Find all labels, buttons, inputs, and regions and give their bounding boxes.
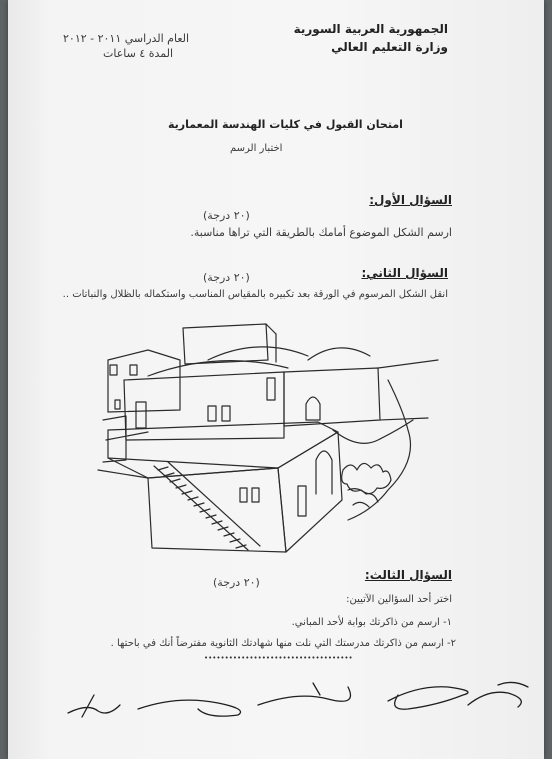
exam-subtitle: اختبار الرسم bbox=[230, 143, 283, 154]
q3-label: السؤال الثالث: bbox=[364, 568, 452, 582]
q2-label: السؤال الثاني: bbox=[361, 266, 448, 280]
q3-option2: ٢- ارسم من ذاكرتك مدرستك التي نلت منها شهادتك الثانوية مفترضاً أنك في باحتها . bbox=[110, 638, 456, 649]
dotted-separator: •••••••••••••••••••••••••••••••••••• bbox=[204, 654, 353, 662]
q2-text: انقل الشكل المرسوم في الورقة بعد تكبيره بالمقياس المناسب واستكماله بالظلال والنباتات .. bbox=[62, 289, 448, 300]
exam-duration: المدة ٤ ساعات bbox=[103, 47, 174, 60]
q3-intro: اختر أحد السؤالين الآتيين: bbox=[346, 594, 452, 605]
q3-option1: ١- ارسم من ذاكرتك بوابة لأحد المباني. bbox=[291, 617, 452, 628]
exam-title: امتحان القبول في كليات الهندسة المعمارية bbox=[168, 118, 403, 131]
q1-grade: (٢٠ درجة) bbox=[203, 209, 250, 222]
q2-grade: (٢٠ درجة) bbox=[203, 271, 250, 284]
ministry-name: وزارة التعليم العالي bbox=[331, 40, 448, 54]
q1-text: ارسم الشكل الموضوع أمامك بالطريقة التي تراها مناسبة. bbox=[190, 226, 452, 239]
exam-paper bbox=[8, 0, 544, 759]
signatures bbox=[58, 665, 548, 725]
academic-year: العام الدراسي ٢٠١١ - ٢٠١٢ bbox=[63, 32, 190, 45]
q3-grade: (٢٠ درجة) bbox=[213, 576, 260, 589]
building-sketch bbox=[88, 320, 448, 560]
country-name: الجمهورية العربية السورية bbox=[293, 22, 448, 36]
q1-label: السؤال الأول: bbox=[369, 193, 452, 207]
